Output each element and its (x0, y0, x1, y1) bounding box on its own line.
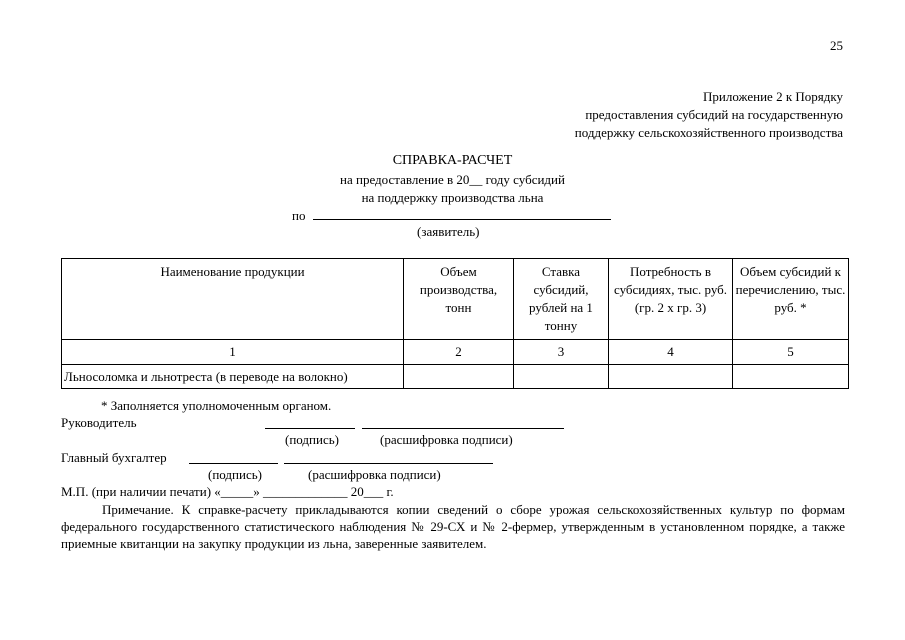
head-signature-decode-field[interactable] (362, 416, 564, 429)
appendix-reference (575, 88, 843, 142)
document-subtitle-1: на предоставление в 20__ году субсидий (340, 172, 565, 187)
accountant-signature-caption: (подпись) (208, 467, 262, 482)
page-number: 25 (830, 38, 843, 53)
header-production-volume: Объем производства, тонн (404, 259, 514, 340)
column-number: 4 (609, 340, 733, 365)
note-paragraph (61, 501, 845, 552)
column-number: 1 (62, 340, 404, 365)
column-number: 3 (514, 340, 609, 365)
stamp-date-line: М.П. (при наличии печати) «_____» _____________ 20___ г. (61, 484, 394, 499)
applicant-row (292, 207, 611, 224)
column-number: 5 (733, 340, 849, 365)
appendix-line-3: поддержку сельскохозяйственного производства (574, 125, 843, 140)
accountant-decode-caption: (расшифровка подписи) (308, 467, 441, 482)
subsidy-transfer-cell[interactable] (733, 365, 849, 389)
accountant-signature-decode-field[interactable] (284, 451, 493, 464)
applicant-by-label: по (292, 208, 306, 223)
applicant-caption: (заявитель) (417, 224, 480, 239)
header-subsidy-rate: Ставка субсидий, рублей на 1 тонну (514, 259, 609, 340)
subsidy-need-cell[interactable] (609, 365, 733, 389)
header-product-name: Наименование продукции (62, 259, 404, 340)
appendix-line-2: предоставления субсидий на государственную (585, 107, 843, 122)
note-text: Примечание. К справке-расчету прикладываются копии сведений о сборе урожая сельскохозяйственных культур по формам федерального государственного статистического наблюдения № 29-СХ и № 2-фермер, утвержденным в установленном порядке, а также приемные квитанции на закупку продукции из льна, заверенные заявителем. (61, 502, 845, 551)
table-header-row (62, 259, 849, 340)
head-label: Руководитель (61, 415, 137, 430)
accountant-signature-field[interactable] (189, 451, 278, 464)
table-row (62, 365, 849, 389)
footnote: * Заполняется уполномоченным органом. (101, 398, 332, 413)
head-signature-field[interactable] (265, 416, 355, 429)
header-subsidy-need: Потребность в субсидиях, тыс. руб. (гр. 2 х гр. 3) (609, 259, 733, 340)
column-number: 2 (404, 340, 514, 365)
header-subsidy-transfer: Объем субсидий к перечислению, тыс. руб. * (733, 259, 849, 340)
appendix-line-1: Приложение 2 к Порядку (703, 89, 843, 104)
applicant-field[interactable] (313, 207, 611, 220)
document-subtitle-2: на поддержку производства льна (361, 190, 544, 205)
product-name-cell: Льносоломка и льнотреста (в переводе на волокно) (62, 365, 404, 389)
calculation-table (61, 258, 849, 389)
table-column-numbers-row (62, 340, 849, 365)
accountant-label: Главный бухгалтер (61, 450, 167, 465)
head-signature-caption: (подпись) (285, 432, 339, 447)
document-title: СПРАВКА-РАСЧЕТ (392, 153, 513, 168)
production-volume-cell[interactable] (404, 365, 514, 389)
subsidy-rate-cell[interactable] (514, 365, 609, 389)
head-decode-caption: (расшифровка подписи) (380, 432, 513, 447)
